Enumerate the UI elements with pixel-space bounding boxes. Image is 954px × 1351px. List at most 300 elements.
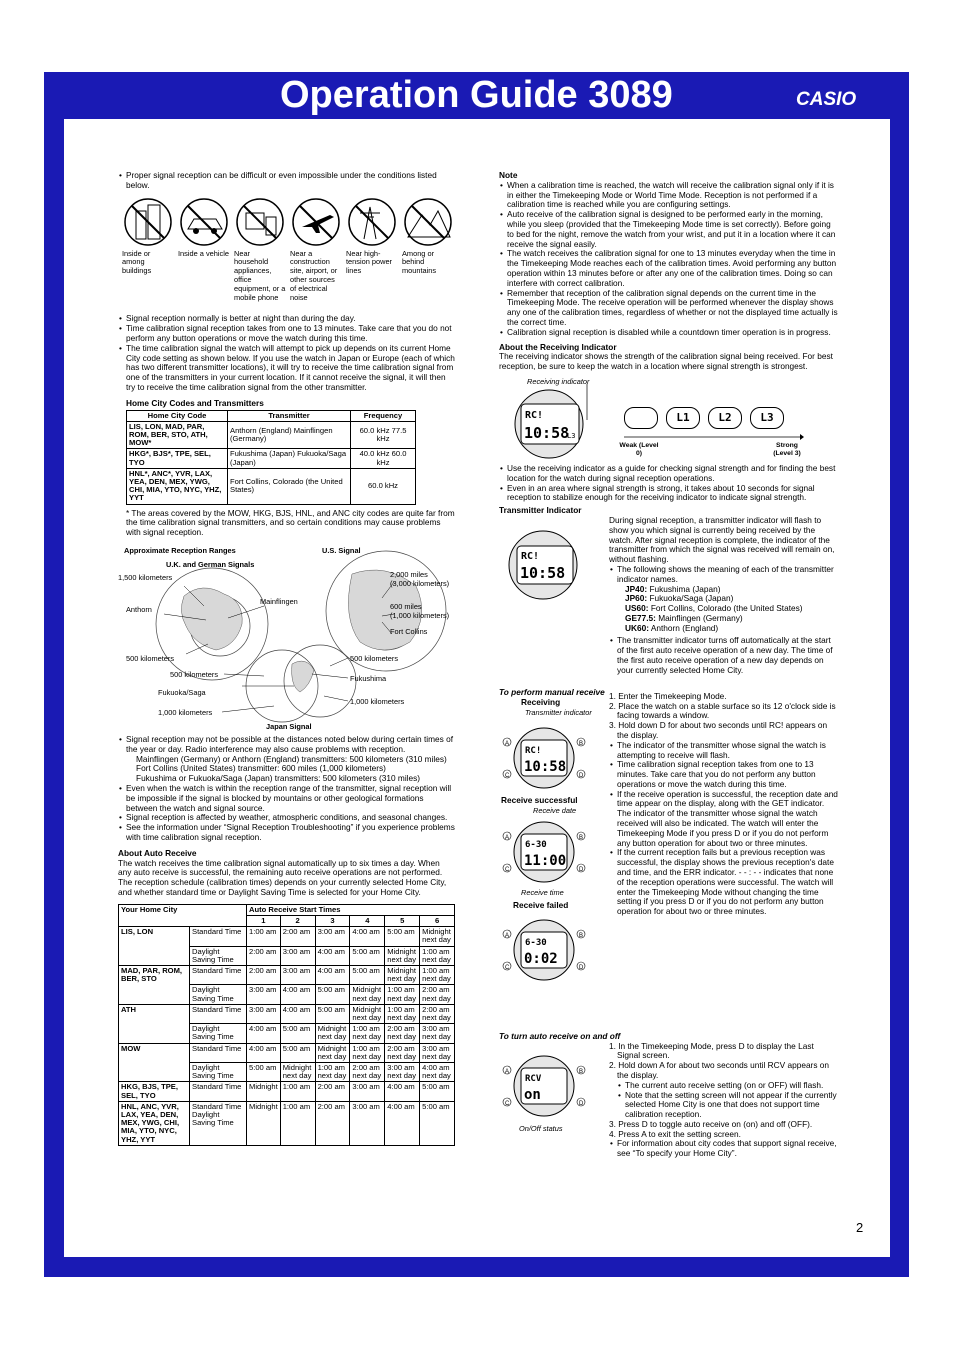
cell-start-time: 2:00 am [247,965,281,984]
toggle-bullets [609,1081,839,1120]
transmitter-text: During signal reception, a transmitter indicator will flash to show you which signal is currently being received by the watch. After signal reception is complete, the indicator of the transmitter from which the signal was received will remain on, without flashing. [609,514,835,565]
bullet: • When a calibration time is reached, the watch will receive the calibration signal only if it is in either the Timekeeping Mode or World Time Mode. Reception is not performed if a calibration time is reached while you are configuring settings. [507,181,839,210]
cell-start-time: 3:00 am next day [385,1062,420,1081]
watch-failed [499,912,589,991]
codes-header: Home City Code [127,410,228,421]
cell-start-time: 1:00 am next day [350,1043,385,1062]
cell-time-type: Standard Time Daylight Saving Time [190,1101,247,1145]
cell-start-time: 5:00 am [280,1043,315,1062]
table-row [127,468,416,504]
cell-start-time: 5:00 am [420,1082,455,1101]
cell-time-type: Standard Time [190,965,247,984]
watch-main-text: on [524,1086,541,1103]
cell-start-time: 5:00 am [315,1004,350,1023]
level-box: L1 [666,407,700,429]
watch-rc: RC! [521,550,540,562]
cell-frequency: 60.0 kHz [351,468,416,504]
codes-note [122,509,455,538]
auto-receive-text: The watch receives the time calibration signal automatically up to six times a day. When any auto receive is successful, the remaining auto receive operations are not performed. The reception schedule (calibration times) depends on your currently selected Home City, and whether standard time or Daylight Saving Time is selected for your Home City. [118,857,447,897]
watch-main-text: 11:00 [524,852,567,869]
cell-time-type: Daylight Saving Time [190,1062,247,1081]
cell-start-time: 3:00 am [350,1101,385,1145]
transmitter-code: UK60: [625,622,649,633]
table-row [119,965,455,984]
cell-start-time: 5:00 am [350,965,385,984]
button-d-icon[interactable] [577,1098,585,1107]
cell-city: ATH [119,1004,190,1043]
cell-code: LIS, LON, MAD, PAR, ROM, BER, STO, ATH, MOW* [127,421,228,449]
toggle-steps-2 [609,1120,839,1140]
manual-steps [609,692,839,741]
cell-city: HKG, BJS, TPE, SEL, TYO [119,1082,190,1101]
bullet: • If the receive operation is successful, the reception date and time appear on the display, along with the GET indicator. The indicator of the transmitter whose signal the watch received will also be indicated. The watch will enter the Timekeeping Mode if you press D or if you do not perform any button operation for about two or three minutes. [617,790,839,849]
svg-text:A: A [505,1068,510,1075]
map-label: 2,000 miles [390,569,428,579]
codes-title: Home City Codes and Transmitters [126,397,264,408]
cell-start-time: Midnight next day [315,1043,350,1062]
button-c-icon[interactable] [503,1098,511,1107]
svg-text:D: D [579,1100,584,1107]
map-label: Fukushima [350,673,387,683]
page-title: Operation Guide 3089 [280,74,673,116]
watch-display-indicator [505,388,595,460]
watch-face [499,814,589,890]
indicator-text: The receiving indicator shows the strength of the calibration signal being received. For best reception, be sure to keep the watch in a location where signal strength is strongest. [499,351,833,372]
watch-top-text: 6-30 [525,937,547,948]
receive-time-caption: Receive time [521,887,564,897]
cell-start-time: 3:00 am [247,1004,281,1023]
transmitter-location: Mainflingen (Germany) [658,612,743,623]
cell-start-time: 5:00 am [350,946,385,965]
codes-table [126,410,416,505]
condition-label: Among or behind mountains [402,248,437,276]
watch-top-text: RCV [525,1073,542,1084]
cell-start-time: 2:00 am next day [420,985,455,1004]
cell-start-time: Midnight [247,1082,281,1101]
cell-start-time: 4:00 am next day [420,1062,455,1081]
cell-city: MAD, PAR, ROM, BER, STO [119,965,190,1004]
schedule-col-number: 4 [350,915,385,926]
bullet: • The indicator of the transmitter whose signal the watch is attempting to receive will flash. [617,741,839,761]
schedule-header-times: Auto Receive Start Times [247,904,455,915]
condition-item [346,197,398,303]
condition-item [178,197,230,303]
watch-face [499,912,589,988]
bullet: • If the current reception fails but a previous reception was successful, the display shows the previous reception's date and time, and the ERR indicator. - - : - - indicates that none of the reception operations were successful. The watch will enter the Timekeeping Mode without changing the time setting if you press D or if you do not perform any button operation for about two or three minutes. [617,848,839,917]
cell-start-time: 1:00 am [280,1101,315,1145]
condition-label: Near a construction site, airport, or other sources of electrical noise [290,248,338,302]
watch-face [499,720,589,796]
svg-text:C: C [505,772,510,779]
cell-start-time: 4:00 am [247,1024,281,1043]
cell-start-time: 2:00 am [247,946,281,965]
cell-transmitter: Fort Collins, Colorado (the United States) [228,468,351,504]
cell-transmitter: Fukushima (Japan) Fukuoka/Saga (Japan) [228,449,351,468]
note-title: Note [499,170,518,180]
map-japan-label: Japan Signal [266,721,312,731]
svg-text:D: D [579,772,584,779]
watch-onoff [499,1048,589,1127]
cell-start-time: 5:00 am [420,1101,455,1145]
bullet: • Remember that reception of the calibration signal depends on the current time in the Timekeeping Mode. The receive operation will be performed whenever the display shows any one of the calibration times, regardless of whether or not the displayed time actually is the correct time. [507,289,839,328]
cell-start-time: 4:00 am [350,927,385,946]
weak-label: Weak (Level 0) [619,441,659,457]
toggle-text-block [609,1042,839,1160]
distance-line: Fort Collins (United States) transmitter: 600 miles (1,000 kilometers) [136,763,386,774]
watch-time: 10:58 [520,563,566,582]
mountain-icon [402,197,454,247]
map-label: 500 kilometers [126,653,175,663]
map-label: (3,000 kilometers) [390,578,450,588]
map-uk-de-label: U.K. and German Signals [166,559,255,569]
schedule-col-number: 2 [280,915,315,926]
map-us-label: U.S. Signal [322,545,361,555]
table-row [119,927,455,946]
auto-receive-title: About Auto Receive [118,847,197,858]
condition-label: Inside a vehicle [178,248,229,258]
watch-main-text: 10:58 [524,758,567,775]
bullet: • For information about city codes that support signal receive, see “To specify your Home City”. [617,1139,839,1159]
cell-start-time: 3:00 am [280,965,315,984]
bullet: • See the information under “Signal Reception Troubleshooting” if you experience problems with time calibration signal reception. [126,823,455,843]
strength-arrow [624,433,804,441]
condition-label: Near household appliances, office equipment, or a mobile phone [234,248,286,302]
watch-top-text: 6-30 [525,839,547,850]
cell-start-time: 2:00 am next day [385,1024,420,1043]
cell-city: LIS, LON [119,927,190,966]
watch-success [499,814,589,893]
cell-start-time: Midnight next day [350,985,385,1004]
cell-time-type: Standard Time [190,927,247,946]
bullet: • The current auto receive setting (on or OFF) will flash. [625,1081,839,1091]
svg-text:A: A [505,932,510,939]
vehicle-icon [178,197,230,247]
cell-start-time: 1:00 am next day [385,985,420,1004]
cell-start-time: Midnight [247,1101,281,1145]
step: 1. Enter the Timekeeping Mode. [609,690,727,701]
distance-list [126,755,455,784]
table-row [119,1082,455,1101]
button-a-icon[interactable] [503,832,511,841]
bullets-2 [118,735,455,784]
bullet: • Auto receive of the calibration signal is designed to be performed early in the morning, while you sleep (provided that the Timekeeping Mode time is set correctly). Before going to bed for the night, remove the watch from your wrist, and put it in a location where it can receive the signal easily. [507,210,839,249]
cell-start-time: 1:00 am next day [420,965,455,984]
toggle-steps [609,1042,839,1081]
cell-start-time: 4:00 am [385,1101,420,1145]
map-label: 1,500 kilometers [118,572,173,582]
map-label: Mainflingen [260,596,298,606]
watch-top-text: RC! [525,745,542,756]
svg-text:C: C [505,1100,510,1107]
map-label: Fort Collins [390,626,428,636]
transmitter-location: Anthorn (England) [650,622,719,633]
bullet: • The transmitter indicator turns off automatically at the start of the first auto receive operation of a new day. The time of the first auto receive operation of a new day depends on your currently selected Home City. [617,636,837,675]
button-b-icon[interactable] [577,738,585,747]
bullets-3 [118,784,455,843]
schedule-col-number: 3 [315,915,350,926]
cell-start-time: Midnight next day [385,965,420,984]
level-box-empty [624,407,658,429]
manual-text-block [609,692,839,917]
cell-start-time: 1:00 am [280,1082,315,1101]
manual-bullets [609,741,839,917]
cell-start-time: 3:00 am [315,927,350,946]
bullet-text: Signal reception may not be possible at the distances noted below during certain times of the year or day. Radio interference may also cause problems with reception. [126,733,453,754]
bullet: • The time calibration signal the watch will attempt to pick up depends on its current Home City code setting as shown below. If you use the watch in Japan or Europe (each of which has two different transmitter locations), it will try to receive the time calibration signal from one of the transmitters in your current location. If it cannot receive the signal, it will then try to receive the time calibration signal from the other transmitter. [126,344,455,393]
transmitter-section [499,516,839,686]
cell-time-type: Standard Time [190,1004,247,1023]
step: 2. Hold down A for about two seconds until RCV appears on the display. [609,1060,830,1080]
cell-start-time: Midnight next day [350,1004,385,1023]
appliance-icon [234,197,286,247]
cell-start-time: 4:00 am [280,985,315,1004]
bullet: • Even in an area where signal strength is strong, it takes about 10 seconds for signal reception to stabilize enough for the receiving indicator to indicate signal strength. [507,484,839,504]
receiving-label: Receiving [521,696,561,707]
step: 4. Press A to exit the setting screen. [609,1128,741,1139]
svg-text:B: B [579,740,584,747]
cell-start-time: 2:00 am [280,927,315,946]
cell-time-type: Daylight Saving Time [190,946,247,965]
table-row [119,1043,455,1062]
receive-date-caption: Receive date [533,805,577,815]
bullet: • Signal reception normally is better at night than during the day. [126,314,455,324]
cell-start-time: 1:00 am next day [385,1004,420,1023]
watch-main-text: 0:02 [524,950,558,967]
airplane-icon [290,197,342,247]
map-label: 600 miles [390,601,422,611]
step: 3. Hold down D for about two seconds until RC! appears on the display. [609,720,828,740]
indicator-figure [499,372,839,464]
step: 1. In the Timekeeping Mode, press D to display the Last Signal screen. [609,1040,814,1061]
cell-start-time: 1:00 am next day [350,1024,385,1043]
transmitter-code-line [625,624,837,634]
button-b-icon[interactable] [577,832,585,841]
onoff-caption: On/Off status [519,1123,563,1133]
condition-item [234,197,286,303]
building-icon [122,197,174,247]
cell-transmitter: Anthorn (England) Mainflingen (Germany) [228,421,351,449]
svg-text:C: C [505,866,510,873]
cell-start-time: 4:00 am [315,946,350,965]
transmitter-code: GE77.5: [625,612,656,623]
transmitter-code: US60: [625,603,649,614]
cell-start-time: 5:00 am [315,985,350,1004]
watch-receiving [499,720,589,799]
cell-start-time: 5:00 am [247,1062,281,1081]
map-label: (1,000 kilometers) [390,610,450,620]
brand-logo: CASIO [796,89,857,110]
svg-text:B: B [579,1068,584,1075]
cell-start-time: 2:00 am next day [350,1062,385,1081]
watch-time: 10:58 [524,423,570,442]
europe-land [181,588,242,650]
svg-text:D: D [579,866,584,873]
transmitter-caption: Transmitter indicator [525,707,592,717]
svg-text:A: A [505,834,510,841]
distance-line: Fukushima or Fukuoka/Saga (Japan) transmitters: 500 kilometers (310 miles) [136,773,421,784]
bullets-1 [118,314,455,392]
cell-start-time: 4:00 am [385,1082,420,1101]
bullet [126,735,455,784]
step: 3. Press D to toggle auto receive on (on) and off (OFF). [609,1118,813,1129]
cell-start-time: Midnight next day [315,1024,350,1043]
bullet: • Use the receiving indicator as a guide for checking signal strength and for finding the best location for the watch during signal reception operations. [507,464,839,484]
table-row [127,421,416,449]
table-row [119,1101,455,1145]
level-boxes [624,407,784,429]
svg-text:C: C [505,964,510,971]
cell-start-time: Midnight next day [280,1062,315,1081]
strong-label: Strong (Level 3) [773,441,801,457]
schedule-table [118,904,455,1146]
svg-text:D: D [579,964,584,971]
map-label: Fukuoka/Saga [158,687,206,697]
watch-level: L3 [567,431,576,440]
cell-start-time: 1:00 am [247,927,281,946]
bullet: • Signal reception is affected by weather, atmospheric conditions, and seasonal changes. [126,813,455,823]
transmitter-title: Transmitter Indicator [499,505,582,516]
auto-toggle-title: To turn auto receive on and off [499,1030,621,1041]
cell-start-time: 2:00 am next day [420,1004,455,1023]
button-a-icon[interactable] [503,738,511,747]
table-row [119,1004,455,1023]
intro-bullet: • Proper signal reception can be difficult or even impossible under the conditions listed below. [126,171,455,191]
transmitter-code: JP60: [625,593,648,604]
transmitter-location: Fukuoka/Saga (Japan) [649,593,734,604]
cell-time-type: Daylight Saving Time [190,1024,247,1043]
transmitter-code: JP40: [625,583,648,594]
auto-toggle-section [499,1042,839,1162]
conditions-row [122,197,455,303]
powerline-icon [346,197,398,247]
cell-start-time: 2:00 am [315,1101,350,1145]
cell-start-time: 1:00 am next day [315,1062,350,1081]
cell-city: HNL, ANC, YVR, LAX, YEA, DEN, MEX, YWG, CHI, MIA, YTO, NYC, YHZ, YYT [119,1101,190,1145]
map-label: 500 kilometers [350,653,399,663]
bullet: • Time calibration signal reception takes from one to 13 minutes. Take care that you do not perform any button operations or move the watch during this time. [126,324,455,344]
receive-failed-label: Receive failed [513,899,569,910]
cell-city: MOW [119,1043,190,1082]
map-label: 1,000 kilometers [158,707,213,717]
svg-text:B: B [579,932,584,939]
bullet: • The watch receives the calibration signal for one to 13 minutes everyday when the time in the Timekeeping Mode reaches each of the calibration times. Avoid performing any button operation within 13 minutes before or after any one of the calibration times. Doing so can interfere with correct calibration. [507,249,839,288]
button-a-icon[interactable] [503,1066,511,1075]
left-column [118,171,455,1146]
codes-header: Transmitter [228,410,351,421]
manual-receive-title: To perform manual receive [499,686,605,697]
receive-successful-label: Receive successful [501,794,578,805]
watch-face [499,1048,589,1124]
condition-item [290,197,342,303]
svg-text:A: A [505,740,510,747]
cell-code: HNL*, ANC*, YVR, LAX, YEA, DEN, MEX, YWG, CHI, MIA, YTO, NYC, YHZ, YYT [127,468,228,504]
cell-start-time: 5:00 am [280,1024,315,1043]
button-b-icon[interactable] [577,1066,585,1075]
right-column [499,171,839,1162]
cell-start-time: 3:00 am [350,1082,385,1101]
bullet-text: The following shows the meaning of each of the transmitter indicator names. [617,563,834,584]
button-c-icon[interactable] [503,770,511,779]
reception-map [118,545,454,731]
button-b-icon[interactable] [577,930,585,939]
button-d-icon[interactable] [577,864,585,873]
button-d-icon[interactable] [577,770,585,779]
cell-start-time: 4:00 am [247,1043,281,1062]
transmitter-location: Fort Collins, Colorado (the United States) [650,603,803,614]
japan-land [292,661,314,692]
transmitter-location: Fukushima (Japan) [649,583,721,594]
cell-start-time: 3:00 am next day [420,1024,455,1043]
cell-time-type: Standard Time [190,1043,247,1062]
note-bullets [499,181,839,338]
button-c-icon[interactable] [503,962,511,971]
condition-label: Inside or among buildings [122,248,152,276]
schedule-col-number: 1 [247,915,281,926]
cell-start-time: 5:00 am [385,927,420,946]
cell-frequency: 60.0 kHz 77.5 kHz [351,421,416,449]
bullet [617,565,837,634]
cell-start-time: 3:00 am [280,946,315,965]
cell-start-time: 3:00 am next day [420,1043,455,1062]
cell-time-type: Standard Time [190,1082,247,1101]
condition-item [122,197,174,303]
cell-start-time: 1:00 am next day [420,946,455,965]
map-title: Approximate Reception Ranges [124,545,236,555]
condition-label: Near high-tension power lines [346,248,393,276]
bullet: • Calibration signal reception is disabled while a countdown timer operation is in progress. [507,328,839,338]
schedule-col-number: 5 [385,915,420,926]
level-box: L2 [708,407,742,429]
cell-start-time: Midnight next day [420,927,455,946]
indicator-bullets [499,464,839,503]
cell-start-time: 2:00 am next day [385,1043,420,1062]
watch-rc: RC! [525,409,544,421]
map-label: 500 kilometers [170,669,219,679]
button-c-icon[interactable] [503,864,511,873]
codes-note-text: * The areas covered by the MOW, HKG, BJS, HNL, and ANC city codes are quite far from the time calibration signal transmitters, and so certain conditions may cause problems with signal reception. [126,507,455,538]
cell-time-type: Daylight Saving Time [190,985,247,1004]
transmitter-codes [617,585,837,634]
watch-display-transmitter [503,528,583,602]
cell-start-time: Midnight next day [385,946,420,965]
button-a-icon[interactable] [503,930,511,939]
indicator-title: About the Receiving Indicator [499,341,617,352]
cell-frequency: 40.0 kHz 60.0 kHz [351,449,416,468]
map-label: Anthorn [126,604,152,614]
step: 2. Place the watch on a stable surface so its 12 o'clock side is facing towards a window. [609,700,836,721]
transmitter-text-block [609,516,837,676]
cell-start-time: 2:00 am [315,1082,350,1101]
cell-start-time: 4:00 am [315,965,350,984]
schedule-col-number: 6 [420,915,455,926]
svg-text:B: B [579,834,584,841]
indicator-pointer [585,382,621,422]
schedule-header-city: Your Home City [119,904,247,926]
cell-start-time: 4:00 am [280,1004,315,1023]
bullet: • Time calibration signal reception takes from one to 13 minutes. Take care that you do not perform any button operations or move the watch during this time. [617,760,839,789]
cell-start-time: 3:00 am [247,985,281,1004]
map-label: 1,000 kilometers [350,696,405,706]
condition-item [402,197,454,303]
indicator-caption: Receiving indicator [527,376,590,386]
cell-code: HKG*, BJS*, TPE, SEL, TYO [127,449,228,468]
bullet: • Even when the watch is within the reception range of the transmitter, signal reception will be impossible if the signal is blocked by mountains or other geological formations between the watch and signal source. [126,784,455,813]
distance-line: Mainflingen (Germany) or Anthorn (England) transmitters: 500 kilometers (310 miles) [136,753,447,764]
bullet: • Note that the setting screen will not appear if the currently selected Home City is one that does not support time calibration reception. [625,1091,839,1120]
codes-header: Frequency [351,410,416,421]
level-box: L3 [750,407,784,429]
button-d-icon[interactable] [577,962,585,971]
